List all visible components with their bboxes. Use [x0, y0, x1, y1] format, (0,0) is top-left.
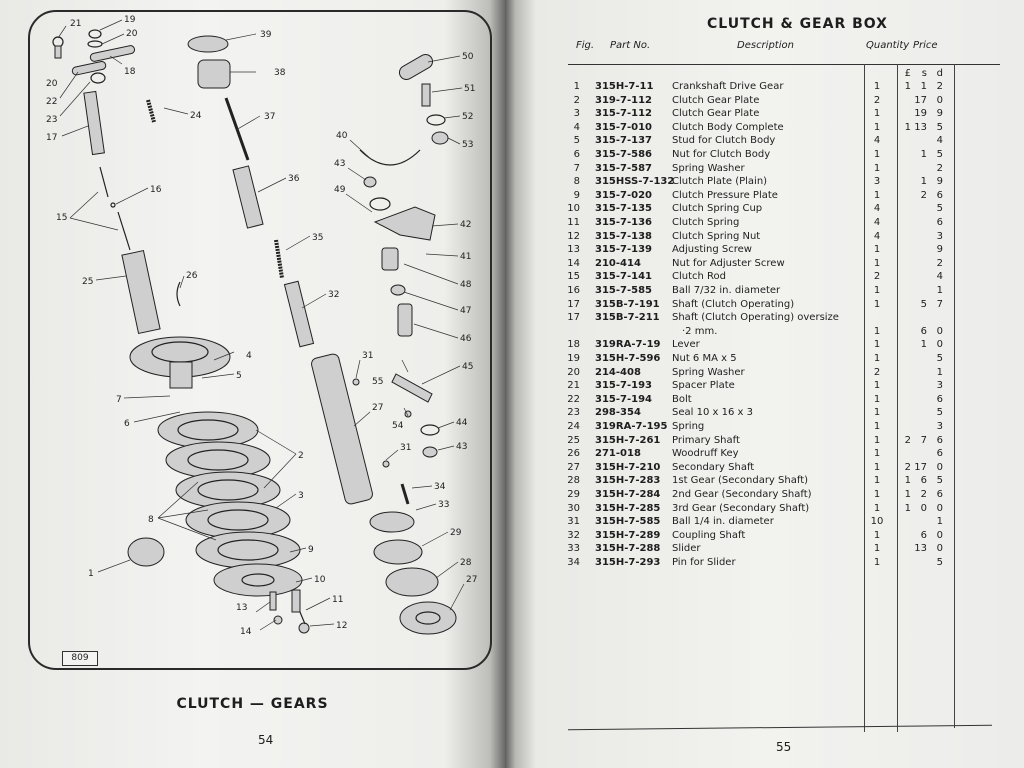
quantity: 1 [873, 81, 881, 92]
quantity: 1 [873, 434, 881, 446]
price-pence: 6 [936, 489, 943, 500]
price-pence: 9 [936, 108, 943, 120]
fig-number: 33 [567, 543, 580, 555]
part-number: 315-7-112 [595, 108, 653, 120]
price-shillings: 1 [920, 81, 927, 92]
callout-22: 21 [70, 19, 82, 29]
fig-number: 23 [567, 407, 580, 419]
callout-39: 39 [260, 30, 272, 40]
description: Clutch Gear Plate [672, 94, 760, 106]
description: Clutch Spring Cup [672, 203, 763, 215]
description: Clutch Plate (Plain) [672, 176, 768, 188]
price-pence: 7 [936, 298, 943, 310]
callout-44: 44 [456, 418, 468, 428]
callout-31b: 31 [400, 443, 412, 453]
fig-number: 34 [567, 557, 580, 568]
page-number-right: 55 [776, 740, 792, 754]
quantity: 2 [873, 271, 881, 283]
fig-number: 12 [567, 230, 580, 242]
fig-number: 2 [573, 94, 580, 106]
callout-34: 34 [434, 482, 446, 492]
fig-number: 32 [567, 529, 580, 541]
part-number: 315B-7-191 [595, 298, 660, 310]
price-shillings: 13 [914, 543, 927, 555]
price-pence: 1 [936, 366, 943, 378]
price-pence: 9 [936, 244, 943, 256]
price-pence: 5 [936, 121, 943, 133]
price-pence: 5 [936, 407, 943, 419]
callout-30: 29 [450, 528, 462, 538]
header-rule [568, 64, 1000, 65]
fig-number: 31 [567, 516, 580, 528]
fig-number: 28 [567, 475, 580, 487]
header-pence: d [936, 68, 943, 79]
part-number: 315H-7-283 [595, 475, 661, 487]
fig-number: 16 [567, 285, 580, 296]
fig-number: 21 [567, 380, 580, 392]
description: Ball 7/32 in. diameter [672, 285, 781, 296]
header-pounds: £ [904, 68, 911, 79]
callout-43b: 43 [456, 442, 468, 452]
header-shillings: s [921, 68, 927, 79]
fig-number: 3 [573, 108, 580, 120]
quantity: 10 [870, 516, 884, 528]
fig-number: 22 [567, 393, 580, 405]
part-number: 319RA-7-19 [595, 339, 661, 351]
part-number: 315-7-010 [595, 121, 653, 133]
price-pence: 5 [936, 557, 943, 568]
description-continued: ·2 mm. [682, 325, 718, 337]
callout-3: 3 [298, 491, 304, 501]
price-pounds: 2 [904, 461, 911, 473]
page-number-left: 54 [258, 733, 274, 747]
price-pence: 6 [936, 393, 943, 405]
header-part-no: Part No. [610, 40, 651, 51]
fig-number: 20 [567, 366, 580, 378]
description: Shaft (Clutch Operating) oversize [672, 312, 839, 324]
price-pounds: 1 [904, 475, 911, 487]
callout-38: 38 [274, 68, 286, 78]
description: Nut for Adjuster Screw [672, 257, 785, 269]
callout-5: 5 [236, 371, 242, 381]
price-pence: 4 [936, 135, 943, 147]
callout-48: 48 [460, 280, 472, 290]
fig-number: 17 [567, 298, 580, 310]
price-pence: 9 [936, 176, 943, 188]
quantity: 1 [873, 475, 881, 487]
fig-number: 6 [573, 149, 580, 160]
part-number: 315-7-138 [595, 230, 653, 242]
callout-15: 15 [56, 213, 68, 223]
price-pence: 0 [936, 461, 943, 473]
quantity: 1 [873, 339, 881, 351]
column-rule-qty [864, 64, 865, 732]
quantity: 4 [873, 230, 881, 242]
quantity: 1 [873, 162, 881, 174]
description: Clutch Gear Plate [672, 108, 760, 120]
callout-53: 53 [462, 140, 474, 150]
column-rule-end [954, 64, 955, 728]
price-pounds: 1 [904, 81, 911, 92]
description: Nut for Clutch Body [672, 149, 771, 160]
callout-41: 41 [460, 252, 472, 262]
fig-number: 10 [567, 203, 580, 215]
fig-number: 24 [567, 421, 580, 432]
part-number: 315HSS-7-132 [595, 176, 675, 188]
part-number: 315-7-585 [595, 285, 653, 296]
callout-12: 12 [336, 621, 348, 631]
callout-29: 28 [460, 558, 472, 568]
callout-14: 14 [240, 627, 252, 637]
price-shillings: 13 [914, 121, 927, 133]
callout-37: 37 [264, 112, 276, 122]
price-pence: 2 [936, 81, 943, 92]
callout-2: 2 [298, 451, 304, 461]
quantity: 1 [873, 121, 881, 133]
part-number: 315-7-137 [595, 135, 653, 147]
part-number: 315H-7-210 [595, 461, 661, 473]
part-number: 315H-7-288 [595, 543, 661, 555]
price-pence: 1 [936, 285, 943, 296]
fig-number: 4 [573, 121, 580, 133]
fig-number: 9 [573, 189, 580, 201]
fig-number: 17 [567, 312, 580, 324]
fig-number: 7 [573, 162, 580, 174]
diagram-caption: CLUTCH — GEARS [176, 696, 329, 712]
part-number: 315-7-020 [595, 189, 653, 201]
callout-26: 26 [186, 271, 198, 281]
fig-number: 1 [573, 81, 580, 92]
callout-55: 55 [372, 377, 384, 387]
price-shillings: 17 [914, 461, 927, 473]
description: Ball 1/4 in. diameter [672, 516, 774, 528]
quantity: 4 [873, 203, 881, 215]
right-page [505, 0, 1024, 768]
description: 2nd Gear (Secondary Shaft) [672, 489, 812, 500]
callout-11: 11 [332, 595, 344, 605]
callout-27: 27 [372, 403, 384, 413]
part-number: 315H-7-289 [595, 529, 661, 541]
price-pence: 6 [936, 189, 943, 201]
callout-17: 17 [46, 133, 58, 143]
quantity: 1 [873, 353, 881, 364]
callout-43: 43 [334, 159, 346, 169]
price-shillings: 17 [914, 94, 927, 106]
price-pence: 5 [936, 203, 943, 215]
quantity: 3 [873, 176, 881, 188]
left-page [0, 0, 505, 768]
part-number: 315H-7-585 [595, 516, 661, 528]
price-pounds: 1 [904, 121, 911, 133]
price-pounds: 1 [904, 502, 911, 514]
callout-40: 40 [336, 131, 348, 141]
description: Woodruff Key [672, 448, 739, 460]
price-shillings: 6 [920, 325, 927, 337]
clutch-body [130, 337, 230, 388]
description: Seal 10 x 16 x 3 [672, 407, 753, 419]
callout-9: 9 [308, 545, 314, 555]
fig-number: 27 [567, 461, 580, 473]
fig-number: 30 [567, 502, 580, 514]
fig-number: 11 [567, 217, 580, 228]
quantity: 4 [873, 135, 881, 147]
price-shillings: 6 [920, 529, 927, 541]
part-number: 319-7-112 [595, 94, 653, 106]
description: Clutch Spring [672, 217, 740, 228]
price-pence: 0 [936, 339, 943, 351]
fig-number: 8 [573, 176, 580, 188]
parts-list-title: CLUTCH & GEAR BOX [707, 16, 888, 32]
description: Spring Washer [672, 162, 745, 174]
callout-8: 8 [148, 515, 154, 525]
fig-number: 26 [567, 448, 580, 460]
price-pence: 1 [936, 516, 943, 528]
callout-50: 50 [462, 52, 474, 62]
fig-number: 19 [567, 353, 580, 364]
callout-10: 10 [314, 575, 326, 585]
callout-32: 32 [328, 290, 340, 300]
callout-21: 22 [46, 97, 58, 107]
quantity: 1 [873, 189, 881, 201]
price-pence: 5 [936, 353, 943, 364]
quantity: 1 [873, 461, 881, 473]
price-shillings: 2 [920, 489, 927, 500]
callout-20: 20 [126, 29, 138, 39]
description: Slider [672, 543, 701, 555]
part-number: 298-354 [595, 407, 641, 419]
part-number: 315H-7-596 [595, 353, 661, 364]
figure-number: 809 [62, 651, 98, 666]
part-number: 315H-7-11 [595, 81, 654, 92]
description: Clutch Spring Nut [672, 230, 761, 242]
quantity: 4 [873, 217, 881, 228]
quantity: 1 [873, 285, 881, 296]
price-shillings: 1 [920, 176, 927, 188]
description: Primary Shaft [672, 434, 740, 446]
callout-20b: 20 [46, 79, 58, 89]
description: Lever [672, 339, 700, 351]
part-number: 315-7-141 [595, 271, 653, 283]
callout-6: 6 [124, 419, 130, 429]
exploded-clutch-diagram [30, 12, 488, 664]
callout-1: 1 [88, 569, 94, 579]
header-quantity: Quantity [866, 40, 910, 51]
part-number: 315B-7-211 [595, 312, 660, 324]
callout-45: 45 [462, 362, 474, 372]
price-shillings: 6 [920, 475, 927, 487]
price-shillings: 7 [920, 434, 927, 446]
quantity: 1 [873, 298, 881, 310]
primary-shaft [122, 251, 180, 334]
part-number: 315-7-193 [595, 380, 653, 392]
callout-24: 24 [190, 111, 202, 121]
description: Adjusting Screw [672, 244, 752, 256]
part-number: 315H-7-293 [595, 557, 661, 568]
price-pence: 6 [936, 217, 943, 228]
price-pence: 3 [936, 380, 943, 392]
callout-25: 25 [82, 277, 94, 287]
quantity: 1 [873, 108, 881, 120]
price-shillings: 1 [920, 339, 927, 351]
part-number: 319RA-7-195 [595, 421, 668, 432]
description: Secondary Shaft [672, 461, 755, 473]
price-pence: 5 [936, 475, 943, 487]
quantity: 1 [873, 257, 881, 269]
fig-number: 29 [567, 489, 580, 500]
part-number: 315-7-194 [595, 393, 653, 405]
description: Nut 6 MA x 5 [672, 353, 737, 364]
quantity: 2 [873, 94, 881, 106]
price-pence: 6 [936, 434, 943, 446]
price-pence: 5 [936, 149, 943, 160]
quantity: 1 [873, 421, 881, 432]
callout-23: 23 [46, 115, 58, 125]
part-number: 315H-7-284 [595, 489, 661, 500]
callout-51: 51 [464, 84, 476, 94]
price-pence: 2 [936, 257, 943, 269]
quantity: 1 [873, 502, 881, 514]
description: Pin for Slider [672, 557, 736, 568]
price-pence: 6 [936, 448, 943, 460]
price-pence: 0 [936, 543, 943, 555]
column-rule-price [897, 64, 898, 732]
callout-35: 35 [312, 233, 324, 243]
callout-16: 16 [150, 185, 162, 195]
part-number: 315-7-136 [595, 217, 653, 228]
part-number: 315H-7-285 [595, 502, 661, 514]
quantity: 1 [873, 407, 881, 419]
description: Spacer Plate [672, 380, 735, 392]
quantity: 1 [873, 325, 881, 337]
part-number: 315-7-586 [595, 149, 653, 160]
part-number: 315-7-139 [595, 244, 653, 256]
price-shillings: 1 [920, 149, 927, 160]
header-description: Description [737, 40, 794, 51]
description: Spring Washer [672, 366, 745, 378]
callout-28: 27 [466, 575, 478, 585]
quantity: 1 [873, 244, 881, 256]
price-shillings: 19 [914, 108, 927, 120]
description: Stud for Clutch Body [672, 135, 776, 147]
quantity: 1 [873, 393, 881, 405]
quantity: 1 [873, 149, 881, 160]
callout-46: 46 [460, 334, 472, 344]
callout-49: 49 [334, 185, 346, 195]
description: 3rd Gear (Secondary Shaft) [672, 502, 810, 514]
description: Clutch Pressure Plate [672, 189, 778, 201]
part-number: 315-7-587 [595, 162, 653, 174]
part-number: 315H-7-261 [595, 434, 661, 446]
quantity: 2 [873, 366, 881, 378]
fig-number: 5 [573, 135, 580, 147]
description: 1st Gear (Secondary Shaft) [672, 475, 809, 487]
description: Clutch Rod [672, 271, 726, 283]
part-number: 315-7-135 [595, 203, 653, 215]
fig-number: 14 [567, 257, 580, 269]
quantity: 1 [873, 448, 881, 460]
callout-52: 52 [462, 112, 474, 122]
callout-33: 33 [438, 500, 450, 510]
price-pence: 0 [936, 94, 943, 106]
price-pence: 4 [936, 271, 943, 283]
price-shillings: 2 [920, 189, 927, 201]
quantity: 1 [873, 557, 881, 568]
fig-number: 18 [567, 339, 580, 351]
quantity: 1 [873, 380, 881, 392]
callout-47: 47 [460, 306, 472, 316]
callout-42: 42 [460, 220, 472, 230]
quantity: 1 [873, 543, 881, 555]
price-pence: 3 [936, 421, 943, 432]
price-pence: 2 [936, 162, 943, 174]
price-pounds: 1 [904, 489, 911, 500]
callout-13: 13 [236, 603, 248, 613]
price-pence: 3 [936, 230, 943, 242]
part-number: 210-414 [595, 257, 641, 269]
fig-number: 15 [567, 271, 580, 283]
description: Crankshaft Drive Gear [672, 81, 784, 92]
description: Coupling Shaft [672, 529, 746, 541]
price-shillings: 0 [920, 502, 927, 514]
callout-54: 54 [392, 421, 404, 431]
price-shillings: 5 [920, 298, 927, 310]
header-price: Price [913, 40, 938, 51]
callout-19: 19 [124, 15, 136, 25]
price-pence: 0 [936, 325, 943, 337]
description: Bolt [672, 393, 692, 405]
price-pence: 0 [936, 529, 943, 541]
quantity: 1 [873, 529, 881, 541]
callout-7: 7 [116, 395, 122, 405]
part-number: 271-018 [595, 448, 641, 460]
fig-number: 13 [567, 244, 580, 256]
quantity: 1 [873, 489, 881, 500]
callout-18: 18 [124, 67, 136, 77]
fig-number: 25 [567, 434, 580, 446]
price-pounds: 2 [904, 434, 911, 446]
price-pence: 0 [936, 502, 943, 514]
description: Shaft (Clutch Operating) [672, 298, 795, 310]
callout-4: 4 [246, 351, 252, 361]
description: Spring [672, 421, 705, 432]
callout-36: 36 [288, 174, 300, 184]
callout-31: 31 [362, 351, 374, 361]
header-fig: Fig. [576, 40, 595, 51]
part-number: 214-408 [595, 366, 641, 378]
description: Clutch Body Complete [672, 121, 784, 133]
